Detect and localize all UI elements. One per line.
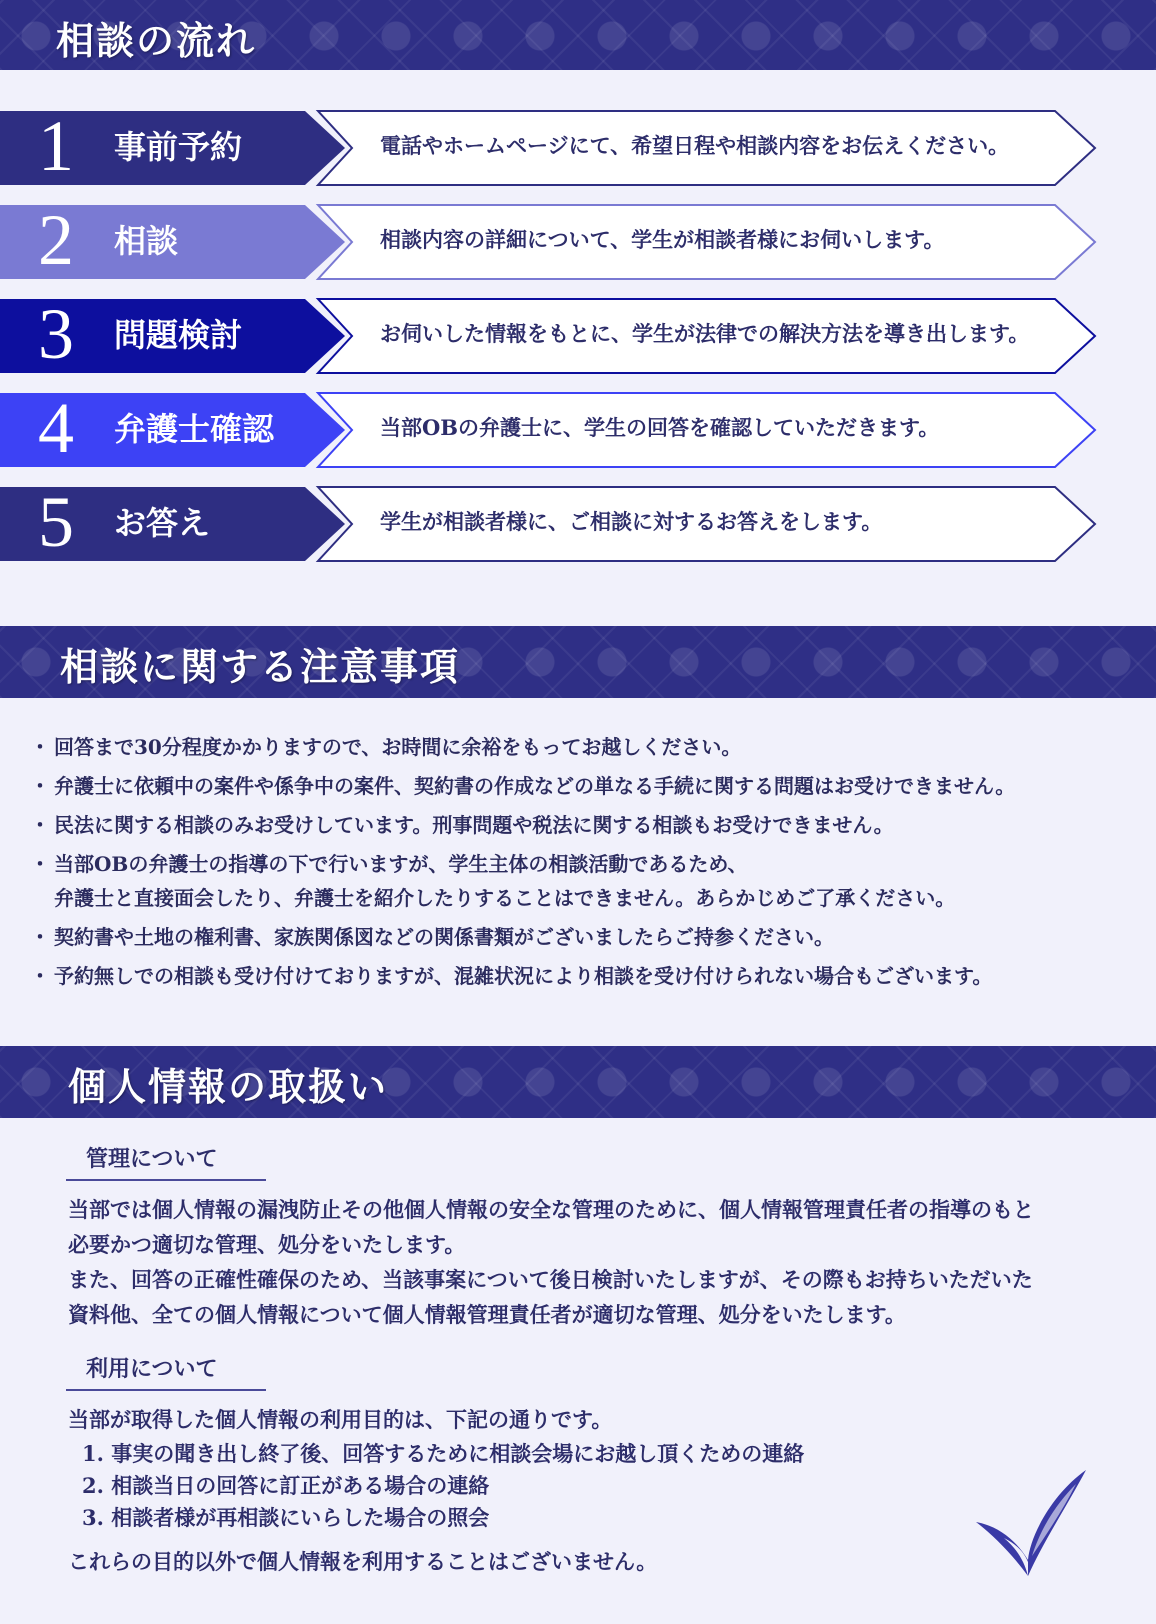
note-text: 回答まで30分程度かかりますので、お時間に余裕をもってお越しください。 — [54, 735, 742, 759]
step-2-number: 2 — [38, 200, 74, 280]
usage-heading: 利用について — [66, 1352, 266, 1391]
privacy-title: 個人情報の取扱い — [68, 1064, 389, 1109]
note-text-continued: 弁護士と直接面会したり、弁護士を紹介したりすることはできません。あらかじめご了承ください。 — [54, 886, 956, 910]
usage-item: 1. 事実の聞き出し終了後、回答するために相談会場にお越し頂くための連絡 — [82, 1441, 805, 1466]
step-3-number: 3 — [38, 294, 74, 374]
step-5-description: 学生が相談者様に、ご相談に対するお答えをします。 — [380, 509, 883, 534]
step-1-number: 1 — [38, 106, 74, 186]
step-3-description: お伺いした情報をもとに、学生が法律での解決方法を導き出します。 — [380, 321, 1030, 346]
note-item — [36, 808, 1136, 842]
step-4-description: 当部OBの弁護士に、学生の回答を確認していただきます。 — [380, 415, 940, 440]
step-2-description: 相談内容の詳細について、学生が相談者様にお伺いします。 — [380, 227, 945, 252]
management-heading: 管理について — [66, 1142, 266, 1181]
step-2 — [0, 202, 1156, 282]
notes-banner — [0, 626, 1156, 698]
note-text: 民法に関する相談のみお受けしています。刑事問題や税法に関する相談もお受けできません。 — [54, 813, 894, 837]
wing-logo-icon — [972, 1464, 1092, 1584]
notes-list — [36, 730, 1136, 998]
note-item — [36, 730, 1136, 764]
privacy-banner — [0, 1046, 1156, 1118]
note-item — [36, 769, 1136, 803]
step-1 — [0, 108, 1156, 188]
note-text: ・ 当部OBの弁護士の指導の下で行いますが、学生主体の相談活動であるため、 — [54, 852, 748, 876]
step-4 — [0, 390, 1156, 470]
note-item — [36, 959, 1136, 993]
step-3 — [0, 296, 1156, 376]
management-line: また、回答の正確性確保のため、当該事案について後日検討いたしますが、その際もお持ちいただいた — [68, 1267, 1033, 1292]
step-4-number: 4 — [38, 388, 74, 468]
step-5-title: お答え — [114, 504, 211, 542]
usage-list — [82, 1438, 804, 1534]
notes-title: 相談に関する注意事項 — [60, 644, 461, 689]
management-line: 必要かつ適切な管理、処分をいたします。 — [68, 1232, 466, 1257]
step-1-title: 事前予約 — [114, 128, 243, 166]
management-line: 資料他、全ての個人情報について個人情報管理責任者が適切な管理、処分をいたします。 — [68, 1302, 906, 1327]
note-item — [36, 847, 1136, 915]
usage-intro: 当部が取得した個人情報の利用目的は、下記の通りです。 — [68, 1407, 613, 1432]
step-2-title: 相談 — [114, 222, 179, 260]
note-text: 予約無しでの相談も受け付けておりますが、混雑状況により相談を受け付けられない場合もございます。 — [54, 964, 993, 988]
usage-item: 3. 相談者様が再相談にいらした場合の照会 — [82, 1505, 490, 1530]
step-5-number: 5 — [38, 482, 74, 562]
flow-banner — [0, 0, 1156, 70]
step-4-title: 弁護士確認 — [114, 410, 275, 448]
note-item — [36, 920, 1136, 954]
note-text: 弁護士に依頼中の案件や係争中の案件、契約書の作成などの単なる手続に関する問題はお受けできません。 — [54, 774, 1016, 798]
management-line: 当部では個人情報の漏洩防止その他個人情報の安全な管理のために、個人情報管理責任者の指導のもと — [68, 1197, 1034, 1222]
step-3-title: 問題検討 — [114, 316, 243, 354]
usage-outro: これらの目的以外で個人情報を利用することはございません。 — [68, 1549, 658, 1574]
flow-title: 相談の流れ — [56, 18, 257, 63]
note-text: 契約書や土地の権利書、家族関係図などの関係書類がございましたらご持参ください。 — [54, 925, 834, 949]
step-1-description: 電話やホームページにて、希望日程や相談内容をお伝えください。 — [380, 133, 1010, 158]
step-5 — [0, 484, 1156, 564]
usage-item: 2. 相談当日の回答に訂正がある場合の連絡 — [82, 1473, 490, 1498]
